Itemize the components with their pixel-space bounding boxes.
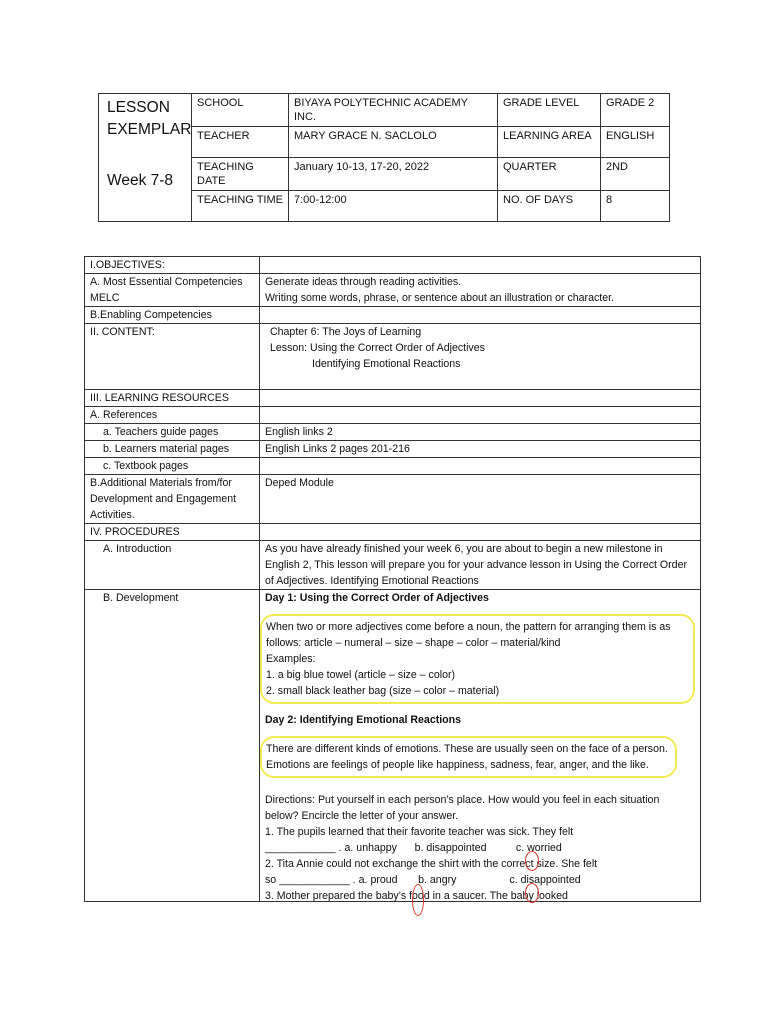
- objectives-label: I.OBJECTIVES:: [85, 257, 260, 274]
- melc-line-2: Writing some words, phrase, or sentence about an illustration or character.: [265, 292, 614, 304]
- school-value: BIYAYA POLYTECHNIC ACADEMY INC.: [289, 94, 498, 127]
- procedures-label: IV. PROCEDURES: [85, 524, 260, 541]
- example-2: 2. small black leather bag (size – color – material): [266, 685, 500, 697]
- header-table: [98, 93, 670, 222]
- development-content: [260, 590, 701, 902]
- day1-title: Day 1: Using the Correct Order of Adjectives: [265, 592, 489, 604]
- no-of-days-label: NO. OF DAYS: [498, 191, 601, 222]
- development-label: B. Development: [85, 590, 260, 902]
- melc-value: [260, 274, 701, 307]
- content-lesson-2: Identifying Emotional Reactions: [312, 358, 461, 370]
- examples-label: Examples:: [266, 653, 316, 665]
- day2-title: Day 2: Identifying Emotional Reactions: [265, 714, 462, 726]
- content-chapter: Chapter 6: The Joys of Learning: [270, 326, 422, 338]
- no-of-days-value: 8: [601, 191, 670, 222]
- learning-area-label: LEARNING AREA: [498, 127, 601, 158]
- content-lesson: Lesson: Using the Correct Order of Adjectives: [270, 342, 485, 354]
- ref-b-label: b. Learners material pages: [85, 441, 260, 458]
- day2-text: There are different kinds of emotions. These are usually seen on the face of a person. Emotions are feelings of people like happiness, sadness, fear, anger, and the like.: [266, 743, 668, 771]
- teaching-date-value: January 10-13, 17-20, 2022: [289, 158, 498, 191]
- day2-highlight-box: [260, 736, 677, 778]
- enabling-label: B.Enabling Competencies: [85, 307, 260, 324]
- question-2-answers: so ____________ . a. proud b. angry c. disappointed: [265, 874, 581, 886]
- answer-circle-q2: [525, 883, 539, 903]
- ref-a-value: English links 2: [260, 424, 701, 441]
- day1-text: When two or more adjectives come before a noun, the pattern for arranging them is as follows: article – numeral – size – shape – color – material/kind: [266, 621, 671, 649]
- content-value: [260, 324, 701, 390]
- lesson-title-line1: LESSON: [107, 99, 170, 116]
- question-2: 2. Tita Annie could not exchange the shirt with the correct size. She felt: [265, 858, 598, 870]
- example-1: 1. a big blue towel (article – size – color): [266, 669, 456, 681]
- school-label: SCHOOL: [192, 94, 289, 127]
- week-label: Week 7-8: [107, 172, 174, 189]
- introduction-text: As you have already finished your week 6, you are about to begin a new milestone in English 2, This lesson will prepare you for your advance lesson in Using the Correct Order of Adjectives. Identifying Emotional Reactions: [260, 541, 701, 590]
- question-1: 1. The pupils learned that their favorite teacher was sick. They felt: [265, 826, 574, 838]
- ref-b-value: English Links 2 pages 201-216: [260, 441, 701, 458]
- teaching-time-value: 7:00-12:00: [289, 191, 498, 222]
- question-3: 3. Mother prepared the baby’s food in a saucer. The baby looked: [265, 890, 568, 901]
- lesson-title-line2: EXEMPLAR: [107, 121, 192, 138]
- teacher-value: MARY GRACE N. SACLOLO: [289, 127, 498, 158]
- grade-level-label: GRADE LEVEL: [498, 94, 601, 127]
- teaching-date-label: TEACHING DATE: [192, 158, 289, 191]
- additional-materials-label: B.Additional Materials from/for Development and Engagement Activities.: [85, 475, 260, 524]
- introduction-label: A. Introduction: [85, 541, 260, 590]
- teacher-label: TEACHER: [192, 127, 289, 158]
- day1-highlight-box: [260, 614, 695, 704]
- ref-c-label: c. Textbook pages: [85, 458, 260, 475]
- references-label: A. References: [85, 407, 260, 424]
- teaching-time-label: TEACHING TIME: [192, 191, 289, 222]
- grade-level-value: GRADE 2: [601, 94, 670, 127]
- question-1-answers: ____________ . a. unhappy b. disappointed c. worried: [265, 842, 562, 854]
- lesson-exemplar-cell: [99, 94, 192, 222]
- quarter-value: 2ND: [601, 158, 670, 191]
- learning-area-value: ENGLISH: [601, 127, 670, 158]
- ref-a-label: a. Teachers guide pages: [85, 424, 260, 441]
- directions-text: Directions: Put yourself in each person’s place. How would you feel in each situation below? Encircle the letter of your answer.: [265, 794, 660, 822]
- melc-line-1: Generate ideas through reading activities.: [265, 276, 462, 288]
- answer-circle-q2-b: [412, 884, 424, 916]
- resources-label: III. LEARNING RESOURCES: [85, 390, 260, 407]
- lesson-title: [107, 97, 191, 141]
- additional-materials-value: Deped Module: [260, 475, 701, 524]
- melc-label: A. Most Essential Competencies MELC: [85, 274, 260, 307]
- lesson-plan-table: [84, 256, 701, 902]
- quarter-label: QUARTER: [498, 158, 601, 191]
- content-label: II. CONTENT:: [85, 324, 260, 390]
- answer-circle-q1: [525, 851, 539, 871]
